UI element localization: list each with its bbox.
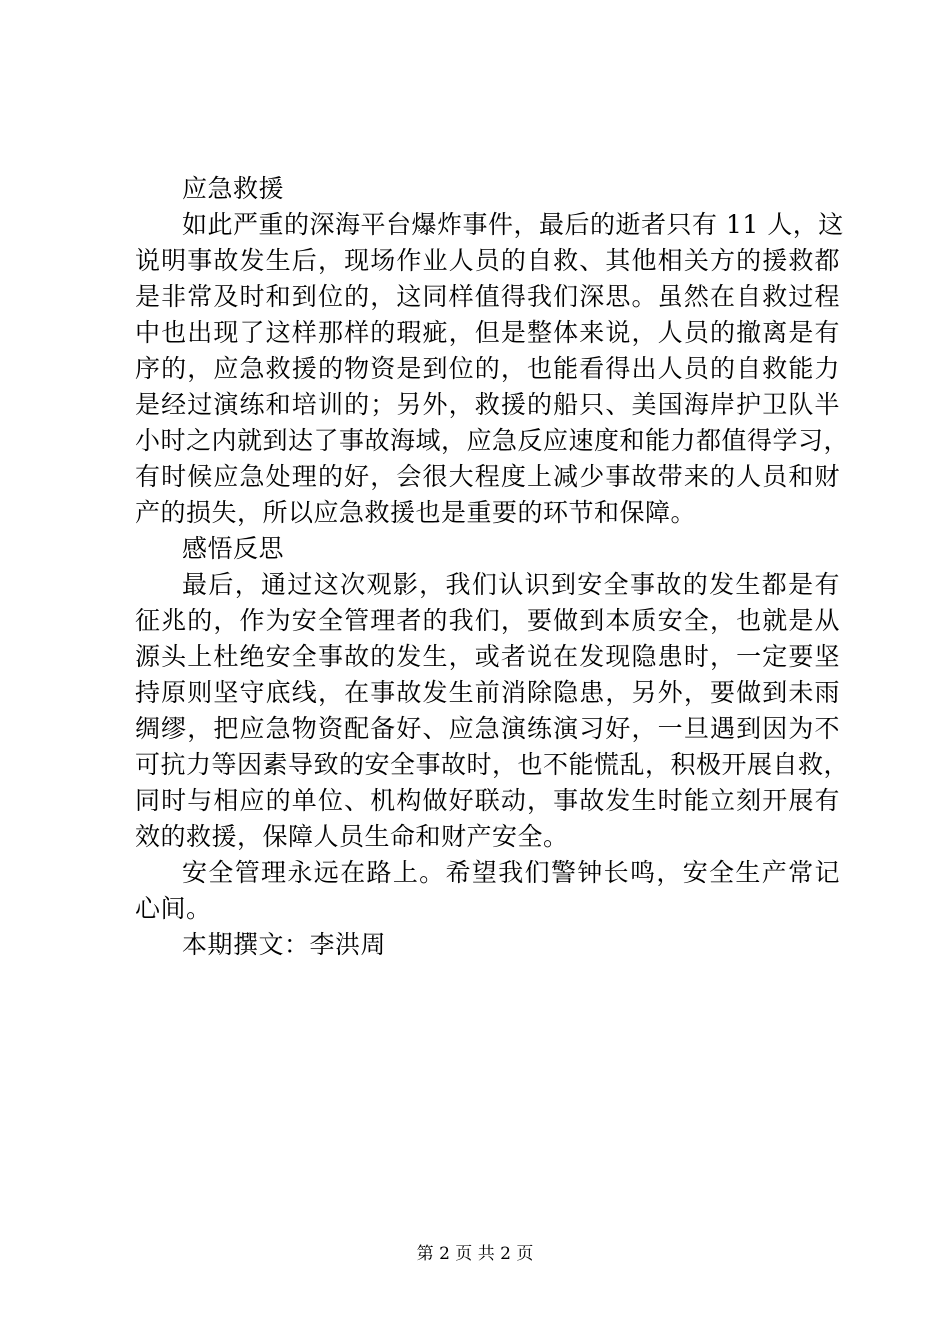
- paragraph-line: 心间。: [135, 894, 212, 923]
- paragraph-line: 同时与相应的单位、机构做好联动，事故发生时能立刻开展有: [135, 786, 840, 815]
- paragraph-line: 小时之内就到达了事故海域，应急反应速度和能力都值得学习，: [135, 426, 850, 455]
- paragraph-line: 产的损失，所以应急救援也是重要的环节和保障。: [135, 498, 697, 527]
- paragraph-line: 征兆的，作为安全管理者的我们，要做到本质安全，也就是从: [135, 606, 840, 635]
- paragraph-line: 中也出现了这样那样的瑕疵，但是整体来说，人员的撤离是有: [135, 318, 840, 347]
- paragraph-line: 最后，通过这次观影，我们认识到安全事故的发生都是有: [182, 570, 840, 599]
- section-heading-reflection: 感悟反思: [182, 534, 285, 563]
- section-heading-emergency-rescue: 应急救援: [182, 174, 285, 203]
- paragraph-line: 安全管理永远在路上。希望我们警钟长鸣，安全生产常记: [182, 858, 840, 887]
- paragraph-line: 绸缪，把应急物资配备好、应急演练演习好，一旦遇到因为不: [135, 714, 840, 743]
- paragraph-line: 是经过演练和培训的；另外，救援的船只、美国海岸护卫队半: [135, 390, 840, 419]
- paragraph-line: 如此严重的深海平台爆炸事件，最后的逝者只有 11 人，这: [182, 210, 844, 239]
- paragraph-line: 效的救援，保障人员生命和财产安全。: [135, 822, 569, 851]
- paragraph-line: 说明事故发生后，现场作业人员的自救、其他相关方的援救都: [135, 246, 840, 275]
- document-body: [135, 171, 850, 963]
- paragraph-line: 可抗力等因素导致的安全事故时，也不能慌乱，积极开展自救，: [135, 750, 850, 779]
- paragraph-line: 是非常及时和到位的，这同样值得我们深思。虽然在自救过程: [135, 282, 840, 311]
- paragraph-line: 源头上杜绝安全事故的发生，或者说在发现隐患时，一定要坚: [135, 642, 840, 671]
- author-line: 本期撰文：李洪周: [182, 930, 387, 959]
- page-number-footer: 第 2 页 共 2 页: [416, 1244, 534, 1264]
- paragraph-line: 持原则坚守底线，在事故发生前消除隐患，另外，要做到未雨: [135, 678, 840, 707]
- paragraph-line: 序的，应急救援的物资是到位的，也能看得出人员的自救能力: [135, 354, 840, 383]
- paragraph-line: 有时候应急处理的好，会很大程度上减少事故带来的人员和财: [135, 462, 840, 491]
